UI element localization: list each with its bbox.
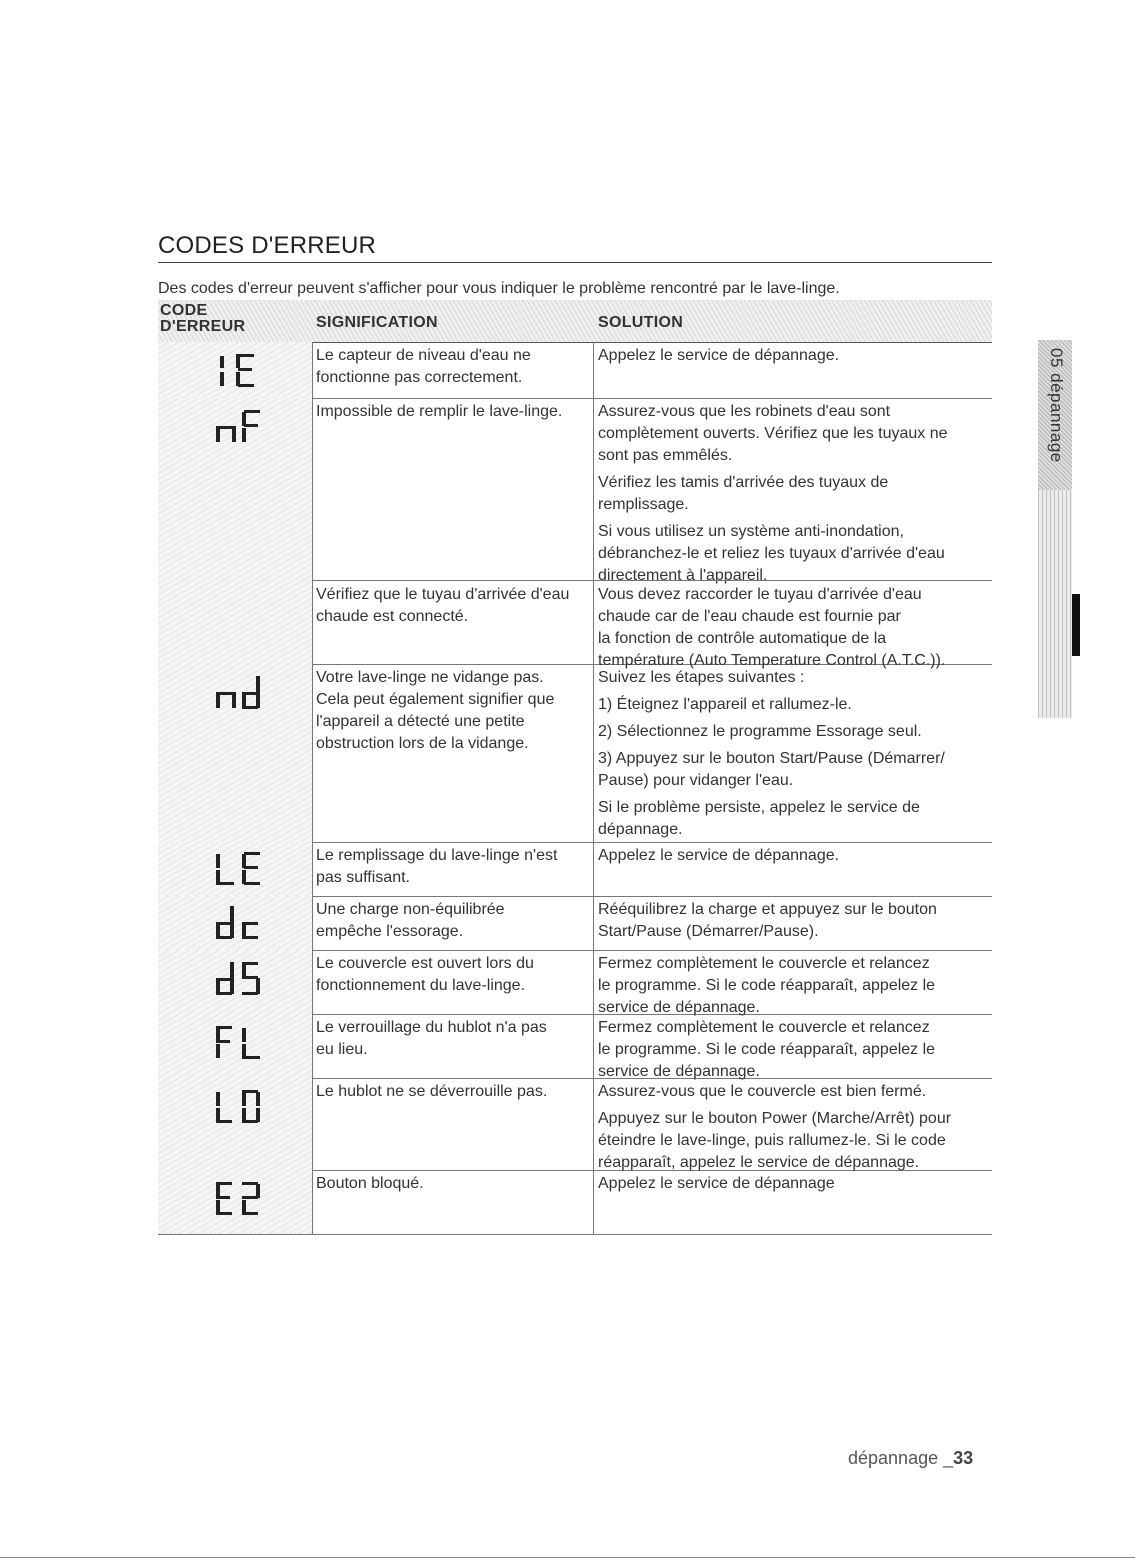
- solution-text: Fermez complètement le couvercle et relancez le programme. Si le code réapparaît, appelez le service de dépannage.: [598, 1019, 936, 1080]
- table-row: [158, 342, 992, 399]
- header-solution: SOLUTION: [598, 314, 684, 331]
- table-row: [158, 1078, 992, 1171]
- solution-text: Fermez complètement le couvercle et relancez le programme. Si le code réapparaît, appelez le service de dépannage.: [598, 955, 936, 1016]
- signification-text: Une charge non-équilibrée empêche l'essorage.: [316, 901, 505, 940]
- solution-text: Suivez les étapes suivantes :: [598, 669, 805, 686]
- table-row: [158, 664, 992, 843]
- signification-text: Le verrouillage du hublot n'a pas eu lieu.: [316, 1019, 547, 1058]
- solution-text: Vous devez raccorder le tuyau d'arrivée d'eau chaude car de l'eau chaude est fournie par la fonction de contrôle automatique de la température (Auto Temperature Control (A.T.C.)).: [598, 586, 946, 669]
- table-row: [158, 842, 992, 897]
- error-code-lo-icon: [214, 1086, 262, 1130]
- page-footer: [848, 1448, 973, 1469]
- error-code-ds-icon: [214, 958, 262, 1002]
- error-code-e2-icon: [214, 1178, 262, 1222]
- signification-text: Le couvercle est ouvert lors du fonctionnement du lave-linge.: [316, 955, 534, 994]
- solution-text: Si le problème persiste, appelez le service de dépannage.: [598, 799, 920, 838]
- signification-text: Votre lave-linge ne vidange pas. Cela peut également signifier que l'appareil a détecté une petite obstruction lors de la vidange.: [316, 669, 555, 752]
- error-code-ie-icon: [214, 350, 258, 392]
- solution-text: 1) Éteignez l'appareil et rallumez-le.: [598, 696, 852, 713]
- chapter-marker: [1072, 594, 1080, 656]
- solution-text: Appelez le service de dépannage: [598, 1175, 835, 1192]
- header-code: CODE D'ERREUR: [160, 302, 246, 335]
- signification-text: Le capteur de niveau d'eau ne fonctionne pas correctement.: [316, 347, 531, 386]
- solution-text: Appelez le service de dépannage.: [598, 347, 840, 364]
- page-number: 33: [953, 1448, 974, 1468]
- solution-text: 3) Appuyez sur le bouton Start/Pause (Démarrer/ Pause) pour vidanger l'eau.: [598, 750, 945, 789]
- signification-text: Le remplissage du lave-linge n'est pas suffisant.: [316, 847, 558, 886]
- solution-text: Assurez-vous que les robinets d'eau sont complètement ouverts. Vérifiez que les tuyaux ne sont pas emmêlés.: [598, 403, 948, 464]
- error-code-cell: [158, 1078, 313, 1170]
- footer-section: dépannage _: [848, 1448, 954, 1468]
- error-code-cell: [158, 398, 313, 664]
- table-row: [158, 398, 992, 669]
- solution-text: Appuyez sur le bouton Power (Marche/Arrêt) pour éteindre le lave-linge, puis rallumez-le. Si le code réapparaît, appelez le service de dépannage.: [598, 1110, 952, 1171]
- error-code-cell: [158, 1014, 313, 1078]
- error-code-cell: [158, 664, 313, 842]
- signification-text: Le hublot ne se déverrouille pas.: [316, 1083, 548, 1100]
- signification-text: Impossible de remplir le lave-linge.: [316, 403, 563, 420]
- table-row: [158, 1170, 992, 1235]
- solution-text: 2) Sélectionnez le programme Essorage seul.: [598, 723, 922, 740]
- error-code-cell: [158, 342, 313, 398]
- solution-text: Assurez-vous que le couvercle est bien fermé.: [598, 1083, 927, 1100]
- error-code-nd-icon: [214, 672, 262, 714]
- header-signification: SIGNIFICATION: [316, 314, 438, 331]
- bottom-divider: [0, 1557, 1135, 1558]
- chapter-label: 05 dépannage: [1047, 348, 1066, 463]
- error-code-cell: [158, 1170, 313, 1234]
- chapter-side-tab: [1038, 340, 1072, 718]
- error-code-cell: [158, 896, 313, 950]
- table-row: [158, 896, 992, 951]
- signification-text: Vérifiez que le tuyau d'arrivée d'eau chaude est connecté.: [316, 586, 570, 625]
- error-code-le-icon: [214, 848, 262, 892]
- error-code-cell: [158, 842, 313, 896]
- table-row: [158, 950, 992, 1015]
- title-divider: [158, 262, 992, 263]
- solution-text: Vérifiez les tamis d'arrivée des tuyaux de remplissage.: [598, 474, 889, 513]
- solution-text: Si vous utilisez un système anti-inondation, débranchez-le et reliez les tuyaux d'arrivée d'eau directement à l'appareil.: [598, 523, 945, 584]
- table-header: [158, 300, 992, 343]
- error-code-dc-icon: [214, 902, 262, 946]
- error-code-fl-icon: [214, 1022, 262, 1066]
- intro-text: Des codes d'erreur peuvent s'afficher pour vous indiquer le problème rencontré par le lave-linge.: [158, 280, 840, 297]
- signification-text: Bouton bloqué.: [316, 1175, 424, 1192]
- page-title: CODES D'ERREUR: [158, 232, 377, 259]
- table-row: [158, 1014, 992, 1079]
- solution-text: Rééquilibrez la charge et appuyez sur le bouton Start/Pause (Démarrer/Pause).: [598, 901, 937, 940]
- error-code-cell: [158, 950, 313, 1014]
- solution-text: Appelez le service de dépannage.: [598, 847, 840, 864]
- error-code-nf-icon: [214, 406, 262, 448]
